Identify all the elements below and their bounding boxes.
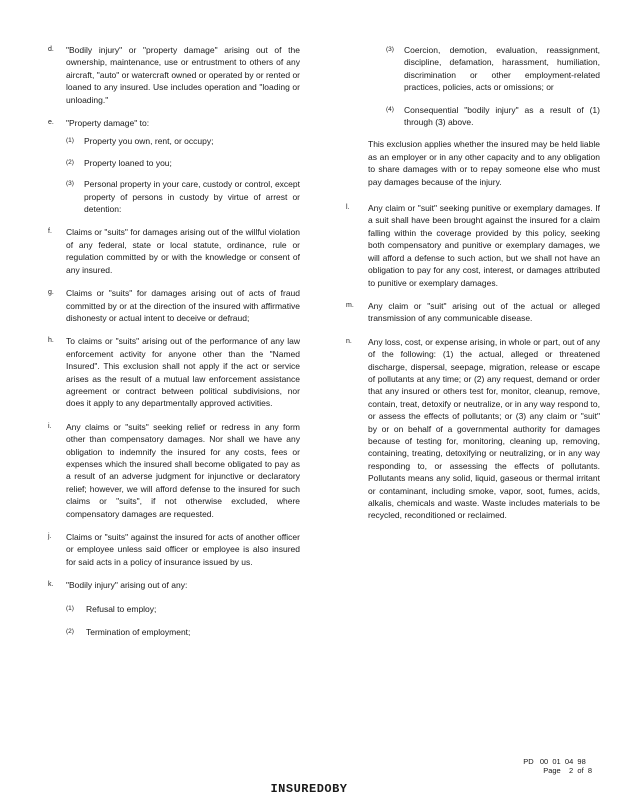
sub-text: Consequential "bodily injury" as a result of (1) through (3) above. — [404, 104, 600, 128]
item-marker: i. — [48, 422, 52, 430]
exclusion-h — [48, 335, 300, 409]
exclusion-g — [48, 287, 300, 324]
page-footer — [523, 757, 592, 775]
exclusion-e — [48, 117, 300, 215]
sub-item — [66, 157, 300, 169]
exclusion-j — [48, 531, 300, 568]
item-marker: n. — [346, 337, 352, 345]
sub-item — [66, 603, 300, 615]
sub-text: Coercion, demotion, evaluation, reassignment, discipline, defamation, harassment, humiliation, discrimination or other employment-related practices, policies, acts or omissions; or — [404, 45, 600, 93]
exclusion-n — [346, 336, 600, 522]
item-text: Any claim or "suit" seeking punitive or exemplary damages. If a suit shall have been brought against the insured for a claim falling within the coverage provided by this policy, seeking both compensatory and punitive or exemplary damages, we will afford a defense to such action, but we shall not have an obligation to pay for any cost, interest, or damages attributed to punitive or exemplary damages. — [368, 203, 600, 288]
sub-text: Refusal to employ; — [86, 603, 157, 614]
form-number: PD 00 01 04 98 — [523, 757, 586, 766]
sub-item — [386, 44, 600, 94]
sub-marker: (1) — [66, 137, 74, 145]
exclusion-f — [48, 226, 300, 276]
sub-marker: (2) — [66, 628, 74, 636]
item-text: Claims or "suits" for damages arising out of the willful violation of any federal, state or local statute, ordinance, rule or regulation committed by or with the knowledge or consent of any insured. — [66, 227, 300, 275]
item-text: "Bodily injury" or "property damage" arising out of the ownership, maintenance, use or entrustment to others of any aircraft, "auto" or watercraft owned or operated by or rented or loaned to any insured. Use includes operation and "loading or unloading." — [66, 45, 300, 105]
sub-item — [66, 135, 300, 147]
sub-item — [66, 178, 300, 215]
item-text: Any loss, cost, or expense arising, in whole or part, out of any of the following: (1) the actual, alleged or threatened discharge, dispersal, seepage, migration, release or escape of pollutants at any time; or (2) any request, demand or order that any insured or others test for, monitor, cleanup, remove, contain, treat, detoxify or neutralize, or in any way respond to, or assess the effects of pollutants; or (3) any claim or "suit" by or on behalf of a governmental authority for damages because of testing for, monitoring, cleaning up, removing, containing, treating, detoxifying or neutralizing, or in any way responding to, or assessing the effects of pollutants. Pollutants means any solid, liquid, gaseous or thermal irritant or contaminant, including smoke, vapor, soot, fumes, acids, alkalis, chemicals and waste. Waste includes materials to be recycled, reconditioned or reclaimed. — [368, 336, 600, 521]
sub-marker: (4) — [386, 105, 394, 113]
exclusion-k — [48, 579, 300, 638]
page-number: Page 2 of 8 — [543, 766, 592, 775]
exclusion-i — [48, 421, 300, 520]
item-text: Any claims or "suits" seeking relief or redress in any form other than compensatory damages. Nor shall we have any obligation to indemnify the insured for any costs, fees or expenses which the insured shall become obligated to pay as a result of an adverse judgment for injunctive or declaratory relief; however, we will afford defense to the insured for such claims or "suits", if not otherwise excluded, where compensatory damages are requested. — [66, 421, 300, 519]
item-marker: j. — [48, 533, 52, 540]
exclusion-k-paragraph: This exclusion applies whether the insured may be held liable as an employer or in any other capacity and to any obligation to share damages with or to repay someone else who must pay damages because of the injury. — [368, 139, 600, 187]
item-marker: f. — [48, 228, 52, 236]
exclusion-d — [48, 44, 300, 106]
item-text: To claims or "suits" arising out of the performance of any law enforcement activity for anyone other than the "Named Insured". This exclusion shall not apply if the act or service arises as the result of a mutual law enforcement assistance agreement or contract between political subdivisions, nor does it apply to any departmentally approved activities. — [66, 336, 300, 409]
sub-text: Termination of employment; — [86, 627, 191, 638]
sub-marker: (3) — [386, 46, 394, 53]
item-marker: m. — [346, 301, 354, 309]
item-marker: h. — [48, 337, 54, 345]
sub-marker: (2) — [66, 158, 74, 166]
sub-text: Property loaned to you; — [84, 157, 172, 168]
brand-watermark: INSUREDOBY — [270, 782, 348, 796]
left-column — [48, 44, 300, 649]
exclusion-l — [346, 202, 600, 289]
sub-marker: (3) — [66, 180, 74, 188]
item-marker: k. — [48, 581, 54, 589]
right-column — [346, 44, 600, 533]
exclusion-m — [346, 300, 600, 325]
item-marker: e. — [48, 119, 54, 127]
item-marker: d. — [48, 46, 54, 53]
item-text: "Bodily injury" arising out of any: — [66, 580, 188, 591]
item-marker: g. — [48, 289, 54, 297]
item-marker: l. — [346, 204, 350, 212]
sub-marker: (1) — [66, 604, 74, 612]
sub-item — [386, 104, 600, 129]
sub-text: Personal property in your care, custody or control, except property of persons in custody by virtue of arrest or detention: — [84, 179, 300, 215]
item-text: Claims or "suits" for damages arising out of acts of fraud committed by or at the direction of the insured with affirmative dishonesty or actual intent to deceive or defraud; — [66, 288, 300, 323]
item-text: "Property damage" to: — [66, 118, 150, 129]
sub-item — [66, 626, 300, 638]
item-text: Any claim or "suit" arising out of the actual or alleged transmission of any communicable disease. — [368, 300, 600, 324]
sub-text: Property you own, rent, or occupy; — [84, 136, 214, 147]
item-text: Claims or "suits" against the insured for acts of another officer or employee unless said officer or employee is also insured for said acts in a policy of insurance issued by us. — [66, 532, 300, 567]
